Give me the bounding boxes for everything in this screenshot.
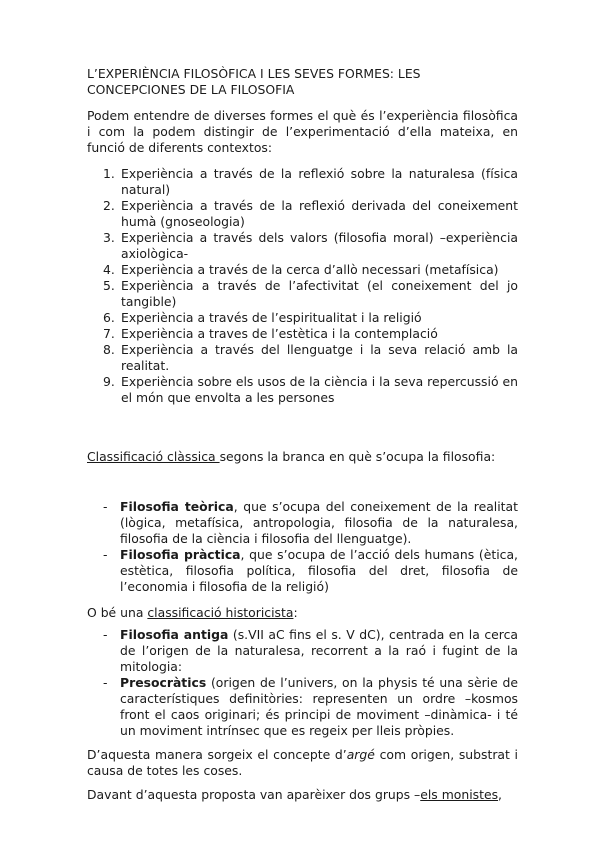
list-item: 9. Experiència sobre els usos de la ciència i la seva repercussió en el món que envolta a les persones bbox=[103, 374, 518, 405]
list-item: 5. Experiència a través de l’afectivitat (el coneixement del jo tangible) bbox=[103, 278, 518, 309]
list-item: - Filosofia teòrica, que s’ocupa del coneixement de la realitat (lògica, metafísica, antropologia, filosofia de la naturalesa, filosofia de la ciència i filosofia del llenguatge). bbox=[103, 499, 518, 546]
arge-paragraph: D’aquesta manera sorgeix el concepte d’argé com origen, substrat i causa de totes les coses. bbox=[87, 747, 519, 778]
historic-list bbox=[87, 627, 518, 739]
list-item: 2. Experiència a través de la reflexió derivada del coneixement humà (gnoseologia) bbox=[103, 198, 518, 229]
document-page bbox=[87, 66, 518, 803]
term: Presocràtics bbox=[120, 675, 207, 690]
term: Filosofia pràctica bbox=[120, 547, 241, 562]
term: Filosofia antiga bbox=[120, 627, 229, 642]
list-item: - Presocràtics (origen de l’univers, on la physis té una sèrie de característiques definitòries: representen un ordre –kosmos front el caos originari; és principi de moviment –dinàmica- i té un moviment intrínsec que es regeix per lleis pròpies. bbox=[103, 675, 518, 738]
list-item: - Filosofia pràctica, que s’ocupa de l’acció dels humans (ètica, estètica, filosofia política, filosofia del dret, filosofia de l’economia i filosofia de la religió) bbox=[103, 547, 518, 594]
experience-list bbox=[87, 166, 518, 406]
list-item: 1. Experiència a través de la reflexió sobre la naturalesa (física natural) bbox=[103, 166, 518, 197]
arge-term: argé bbox=[346, 747, 375, 762]
intro-paragraph: Podem entendre de diverses formes el què és l’experiència filosòfica i com la podem distingir de l’experimentació d’ella mateixa, en funció de diferents contextos: bbox=[87, 108, 518, 155]
term: Filosofia teòrica bbox=[120, 499, 234, 514]
classic-list bbox=[87, 499, 518, 595]
monistes-link: els monistes bbox=[420, 787, 499, 802]
closing-paragraph: Davant d’aquesta proposta van aparèixer dos grups –els monistes, bbox=[87, 787, 502, 802]
document-title: L’EXPERIÈNCIA FILOSÒFICA I LES SEVES FORMES: LES CONCEPCIONES DE LA FILOSOFIA bbox=[87, 66, 421, 97]
historic-classification-heading: O bé una classificació historicista: bbox=[87, 605, 298, 620]
list-item: 8. Experiència a través del llenguatge i la seva relació amb la realitat. bbox=[103, 342, 518, 373]
list-item: - Filosofia antiga (s.VII aC fins el s. V dC), centrada en la cerca de l’origen de la naturalesa, recorrent a la raó i fugint de la mitologia: bbox=[103, 627, 518, 674]
classic-classification-link: Classificació clàssica bbox=[87, 449, 220, 464]
historic-classification-link: classificació historicista bbox=[147, 605, 294, 620]
list-item: 7. Experiència a traves de l’estètica i la contemplació bbox=[103, 326, 438, 341]
list-item: 6. Experiència a través de l’espiritualitat i la religió bbox=[103, 310, 422, 325]
list-item: 4. Experiència a través de la cerca d’allò necessari (metafísica) bbox=[103, 262, 499, 277]
list-item: 3. Experiència a través dels valors (filosofia moral) –experiència axiològica- bbox=[103, 230, 518, 261]
classic-classification-heading: Classificació clàssica segons la branca en què s’ocupa la filosofia: bbox=[87, 449, 496, 464]
